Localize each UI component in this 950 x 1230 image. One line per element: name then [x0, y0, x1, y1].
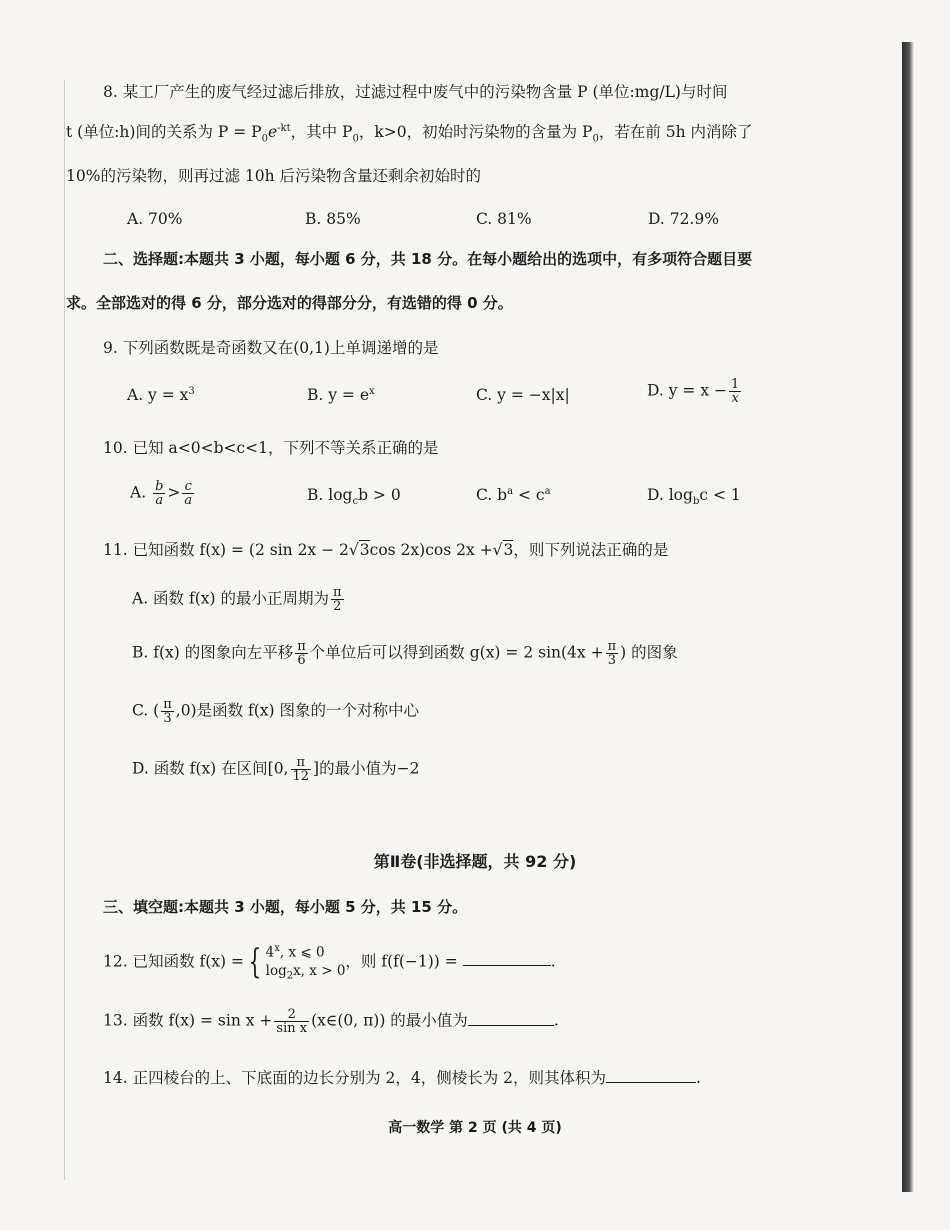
section3-heading: 三、填空题:本题共 3 小题，每小题 5 分，共 15 分。 — [103, 898, 468, 916]
q9-option-a: A. $y = x^3$ — [127, 386, 195, 405]
page-edge-shadow — [902, 42, 914, 1192]
section2-heading-line2: 求。全部选对的得 6 分，部分选对的得部分分，有选错的得 0 分。 — [66, 294, 513, 312]
q10-option-c: C. $b^a < c^a$ — [476, 486, 551, 505]
q8-option-b: B. 85% — [305, 210, 361, 228]
section2-heading-line1: 二、选择题:本题共 3 小题，每小题 6 分，共 18 分。在每小题给出的选项中，有多项符合题目要 — [103, 250, 753, 268]
q8-option-c: C. 81% — [476, 210, 532, 228]
q8-line1: 8. 某工厂产生的废气经过滤后排放，过滤过程中废气中的污染物含量 P (单位:mg/L)与时间 — [103, 83, 728, 101]
q12-answer-blank[interactable] — [463, 965, 551, 966]
q10-stem: 10. 已知 a<0<b<c<1，下列不等关系正确的是 — [103, 439, 439, 457]
q8-line3: 10%的污染物，则再过滤 10h 后污染物含量还剩余初始时的 — [66, 167, 482, 185]
q9-option-b: B. $y = e^x$ — [307, 386, 375, 405]
q8-option-a: A. 70% — [127, 210, 183, 228]
part2-title: 第Ⅱ卷(非选择题，共 92 分) — [373, 852, 577, 871]
q13-answer-blank[interactable] — [468, 1025, 554, 1026]
q9-option-c: C. y = −x|x| — [476, 386, 570, 404]
page-edge-line — [64, 80, 65, 1180]
q11-option-a: A. 函数 f(x) 的最小正周期为 $\frac{\pi}{2}$ — [132, 585, 342, 614]
brace-symbol: { — [248, 942, 262, 983]
q8-line2: t (单位:h)间的关系为 $P = P_0e^{-kt}$，其中 $P_0$，k>0，初始时污染物的含量为 $P_0$，若在前 5h 内消除了 — [66, 123, 753, 145]
q10-option-a: A. $\frac{b}{a}$ > $\frac{c}{a}$ — [130, 479, 193, 508]
q11-stem: 11. 已知函数 f(x) = (2 sin 2x − 2√3cos 2x)cos 2x +√3，则下列说法正确的是 — [103, 541, 669, 559]
q11-option-c: C. ( $\frac{\pi}{3}$ ,0)是函数 f(x) 图象的一个对称中心 — [132, 697, 420, 726]
q12-line: 12. 已知函数 f(x) = { 4$^x$, x ⩽ 0 $\log_2x$, x > 0 ，则 f(f(−1)) = . — [103, 942, 556, 983]
q11-option-d: D. 函数 f(x) 在区间[0, $\frac{\pi}{12}$ ]的最小值为−2 — [132, 755, 420, 784]
q10-option-d: D. $\log_bc < 1$ — [647, 486, 741, 508]
q13-line: 13. 函数 f(x) = sin x + $\frac{2}{\text{sin x}}$ (x∈(0, π)) 的最小值为 . — [103, 1007, 559, 1036]
page-footer: 高一数学 第 2 页 (共 4 页) — [388, 1120, 562, 1136]
q9-option-d: D. y = x − $\frac{1}{x}$ — [647, 377, 740, 406]
q14-line: 14. 正四棱台的上、下底面的边长分别为 2，4，侧棱长为 2，则其体积为 . — [103, 1069, 701, 1087]
q10-option-b: B. $\log_cb > 0$ — [307, 486, 401, 508]
q14-answer-blank[interactable] — [606, 1082, 696, 1083]
q9-stem: 9. 下列函数既是奇函数又在(0,1)上单调递增的是 — [103, 339, 439, 357]
q11-option-b: B. f(x) 的图象向左平移 $\frac{\pi}{6}$ 个单位后可以得到函数 g(x) = 2 sin(4x + $\frac{\pi}{3}$ ) 的图象 — [132, 639, 678, 668]
q8-option-d: D. 72.9% — [648, 210, 719, 228]
